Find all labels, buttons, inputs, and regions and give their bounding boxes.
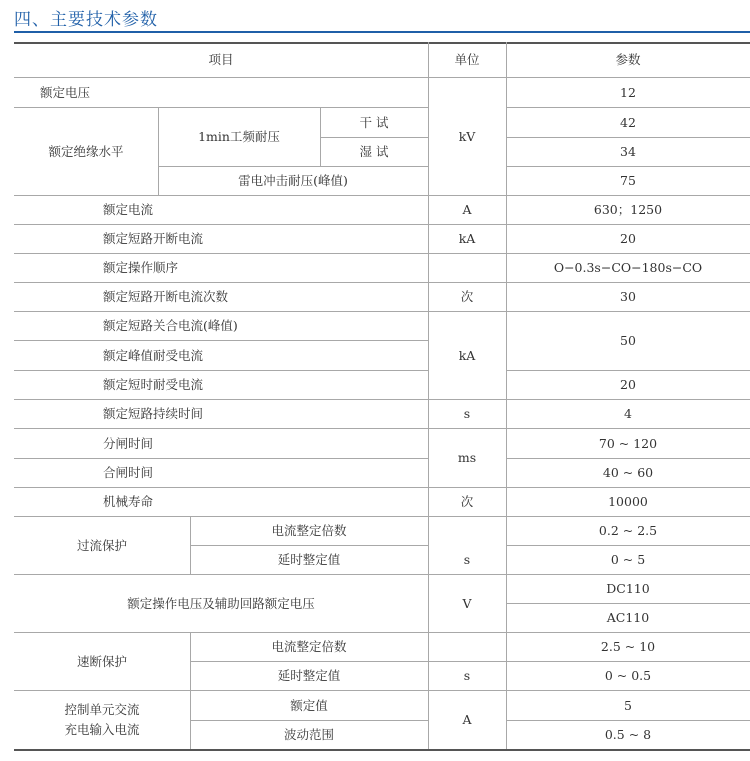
unit-control-input: A [462,712,472,728]
value-sc-breaking: 20 [620,231,636,247]
value-oc-delay: 0 ~ 5 [610,552,646,568]
label-oc-multiple: 电流整定倍数 [271,523,347,539]
unit-rated-current: A [462,202,472,218]
label-sc-breaking-count: 额定短路开断电流次数 [103,289,229,305]
section-title: 四、主要技术参数 [14,10,158,30]
value-sc-breaking-count: 30 [620,289,636,305]
unit-sc-breaking: kA [458,231,476,247]
unit-sc-duration: s [463,406,471,422]
label-op-voltage: 额定操作电压及辅助回路额定电压 [127,595,315,611]
header-item: 项目 [208,52,234,68]
value-peak-withstand: 50 [620,333,636,349]
label-inst-delay: 延时整定值 [277,668,341,684]
label-wet-test: 湿 试 [359,144,389,160]
label-control-input [14,691,190,749]
label-sc-duration: 额定短路持续时间 [103,406,204,422]
unit-peak-withstand: kA [458,347,476,363]
unit-inst-delay: s [463,668,471,684]
label-overcurrent: 过流保护 [76,537,127,553]
unit-timing: ms [457,450,477,466]
value-sc-duration: 4 [624,406,632,422]
table-bottom-border [14,749,750,751]
value-rated-current: 630；1250 [593,202,663,218]
label-closing-time: 合闸时间 [103,465,154,481]
label-control-input-line1: 控制单元交流 [64,702,140,717]
unit-mech-life: 次 [460,494,474,510]
value-rated-voltage: 12 [620,84,636,100]
value-op-voltage-dc: DC110 [606,581,650,597]
label-rated-voltage: 额定电压 [40,84,91,100]
label-sc-breaking: 额定短路开断电流 [103,231,204,247]
value-inst-multiple: 2.5 ~ 10 [600,639,656,655]
value-short-time: 20 [620,377,636,393]
label-control-input-line2: 充电输入电流 [64,722,140,737]
unit-oc-delay: s [463,552,471,568]
value-mech-life: 10000 [608,494,648,510]
value-dry: 42 [620,114,636,130]
value-lightning: 75 [620,173,636,189]
label-sc-making: 额定短路关合电流(峰值) [103,318,238,334]
unit-op-voltage: V [462,595,472,611]
value-oc-multiple: 0.2 ~ 2.5 [598,523,658,539]
label-opening-time: 分闸时间 [103,435,154,451]
value-inst-delay: 0 ~ 0.5 [604,668,652,684]
header-unit: 单位 [454,52,480,68]
label-mech-life: 机械寿命 [103,494,154,510]
value-ci-rated: 5 [624,697,632,713]
label-power-frequency: 1min工频耐压 [198,129,280,145]
label-peak-withstand: 额定峰值耐受电流 [103,347,204,363]
value-ci-range: 0.5 ~ 8 [604,727,652,743]
label-oc-delay: 延时整定值 [277,552,341,568]
unit-insulation: kV [458,129,476,145]
label-inst-multiple: 电流整定倍数 [271,639,347,655]
value-op-voltage-ac: AC110 [606,610,650,626]
label-rated-current: 额定电流 [103,202,154,218]
label-op-sequence: 额定操作顺序 [103,260,179,276]
label-ci-range: 波动范围 [283,727,334,743]
label-insulation: 额定绝缘水平 [48,143,124,159]
value-op-sequence: O−0.3s−CO−180s−CO [553,260,703,276]
value-wet: 34 [620,144,636,160]
value-closing-time: 40 ~ 60 [602,465,654,481]
label-short-time: 额定短时耐受电流 [103,377,204,393]
value-opening-time: 70 ~ 120 [598,435,658,451]
label-lightning: 雷电冲击耐压(峰值) [238,173,348,189]
label-dry-test: 干 试 [359,114,389,130]
title-underline [14,31,750,33]
label-instant: 速断保护 [76,653,127,669]
label-ci-rated: 额定值 [290,697,328,713]
unit-sc-breaking-count: 次 [460,289,474,305]
header-param: 参数 [615,52,641,68]
